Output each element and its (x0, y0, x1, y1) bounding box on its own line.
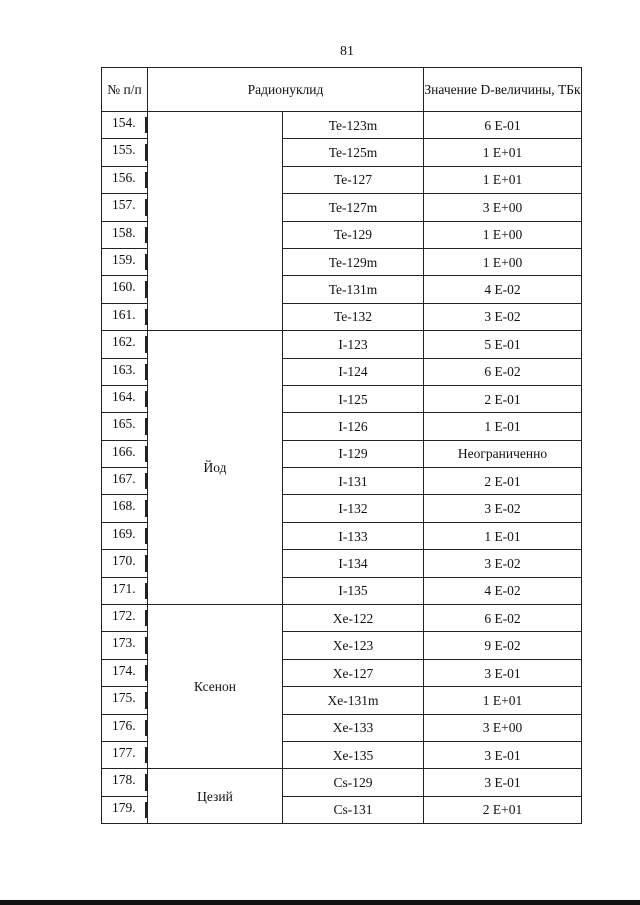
header-d-value: Значение D-величины, ТБк (424, 68, 582, 112)
row-number: 179. (102, 796, 148, 823)
d-value-cell: Неограниченно (424, 440, 582, 467)
row-number: 171. (102, 577, 148, 604)
d-value-cell: 1 E+01 (424, 139, 582, 166)
d-value-cell: 5 E-01 (424, 331, 582, 358)
element-group-cell: Ксенон (148, 605, 283, 769)
row-number: 157. (102, 194, 148, 221)
row-number: 158. (102, 221, 148, 248)
nuclide-cell: I-129 (283, 440, 424, 467)
nuclide-cell: Te-129 (283, 221, 424, 248)
nuclide-cell: Xe-131m (283, 687, 424, 714)
nuclide-cell: Te-131m (283, 276, 424, 303)
row-number: 160. (102, 276, 148, 303)
table-header-row (102, 68, 582, 112)
nuclide-cell: Xe-122 (283, 605, 424, 632)
d-value-cell: 3 E-01 (424, 769, 582, 796)
d-value-cell: 2 E+01 (424, 796, 582, 823)
nuclide-cell: I-135 (283, 577, 424, 604)
row-number: 172. (102, 605, 148, 632)
row-number: 177. (102, 741, 148, 768)
d-value-cell: 3 E-02 (424, 303, 582, 330)
row-number: 174. (102, 659, 148, 686)
d-value-cell: 1 E-01 (424, 413, 582, 440)
d-value-cell: 3 E+00 (424, 194, 582, 221)
d-value-cell: 3 E-01 (424, 659, 582, 686)
row-number: 154. (102, 112, 148, 139)
row-number: 173. (102, 632, 148, 659)
d-value-cell: 4 E-02 (424, 577, 582, 604)
d-value-cell: 2 E-01 (424, 468, 582, 495)
d-value-cell: 1 E-01 (424, 522, 582, 549)
nuclide-cell: Cs-129 (283, 769, 424, 796)
d-value-cell: 2 E-01 (424, 385, 582, 412)
nuclide-cell: Te-125m (283, 139, 424, 166)
d-value-cell: 1 E+01 (424, 166, 582, 193)
row-number: 167. (102, 468, 148, 495)
row-number: 168. (102, 495, 148, 522)
d-value-cell: 3 E-01 (424, 741, 582, 768)
d-value-cell: 4 E-02 (424, 276, 582, 303)
nuclide-cell: I-123 (283, 331, 424, 358)
nuclide-cell: I-132 (283, 495, 424, 522)
header-num: № п/п (102, 68, 148, 112)
nuclide-cell: Cs-131 (283, 796, 424, 823)
header-radionuclide: Радионуклид (148, 68, 424, 112)
nuclide-cell: Xe-135 (283, 741, 424, 768)
d-value-cell: 6 E-01 (424, 112, 582, 139)
d-value-cell: 6 E-02 (424, 358, 582, 385)
row-number: 178. (102, 769, 148, 796)
nuclide-cell: I-124 (283, 358, 424, 385)
d-value-cell: 3 E-02 (424, 550, 582, 577)
scan-bottom-edge (0, 900, 640, 905)
nuclide-cell: Te-132 (283, 303, 424, 330)
row-number: 156. (102, 166, 148, 193)
row-number: 169. (102, 522, 148, 549)
table-row (102, 769, 582, 796)
nuclide-cell: Xe-127 (283, 659, 424, 686)
table-row (102, 605, 582, 632)
element-group-cell: Йод (148, 331, 283, 605)
row-number: 164. (102, 385, 148, 412)
row-number: 162. (102, 331, 148, 358)
nuclide-cell: I-126 (283, 413, 424, 440)
row-number: 163. (102, 358, 148, 385)
nuclide-cell: Te-129m (283, 248, 424, 275)
nuclide-cell: I-134 (283, 550, 424, 577)
nuclide-cell: I-133 (283, 522, 424, 549)
d-value-cell: 3 E-02 (424, 495, 582, 522)
nuclide-cell: I-125 (283, 385, 424, 412)
row-number: 159. (102, 248, 148, 275)
d-value-cell: 9 E-02 (424, 632, 582, 659)
row-number: 170. (102, 550, 148, 577)
nuclide-cell: Xe-133 (283, 714, 424, 741)
nuclide-cell: I-131 (283, 468, 424, 495)
d-value-cell: 3 E+00 (424, 714, 582, 741)
table-body (102, 68, 582, 824)
row-number: 161. (102, 303, 148, 330)
d-value-cell: 1 E+00 (424, 248, 582, 275)
nuclide-cell: Xe-123 (283, 632, 424, 659)
row-number: 165. (102, 413, 148, 440)
d-value-cell: 1 E+01 (424, 687, 582, 714)
d-value-cell: 6 E-02 (424, 605, 582, 632)
row-number: 166. (102, 440, 148, 467)
element-group-cell: Цезий (148, 769, 283, 824)
row-number: 155. (102, 139, 148, 166)
nuclide-cell: Te-127m (283, 194, 424, 221)
nuclide-cell: Te-127 (283, 166, 424, 193)
d-value-cell: 1 E+00 (424, 221, 582, 248)
page-number: 81 (340, 44, 354, 59)
radionuclide-table (101, 67, 582, 824)
table-row (102, 112, 582, 139)
table-row (102, 331, 582, 358)
element-group-cell (148, 112, 283, 331)
nuclide-cell: Te-123m (283, 112, 424, 139)
row-number: 175. (102, 687, 148, 714)
row-number: 176. (102, 714, 148, 741)
